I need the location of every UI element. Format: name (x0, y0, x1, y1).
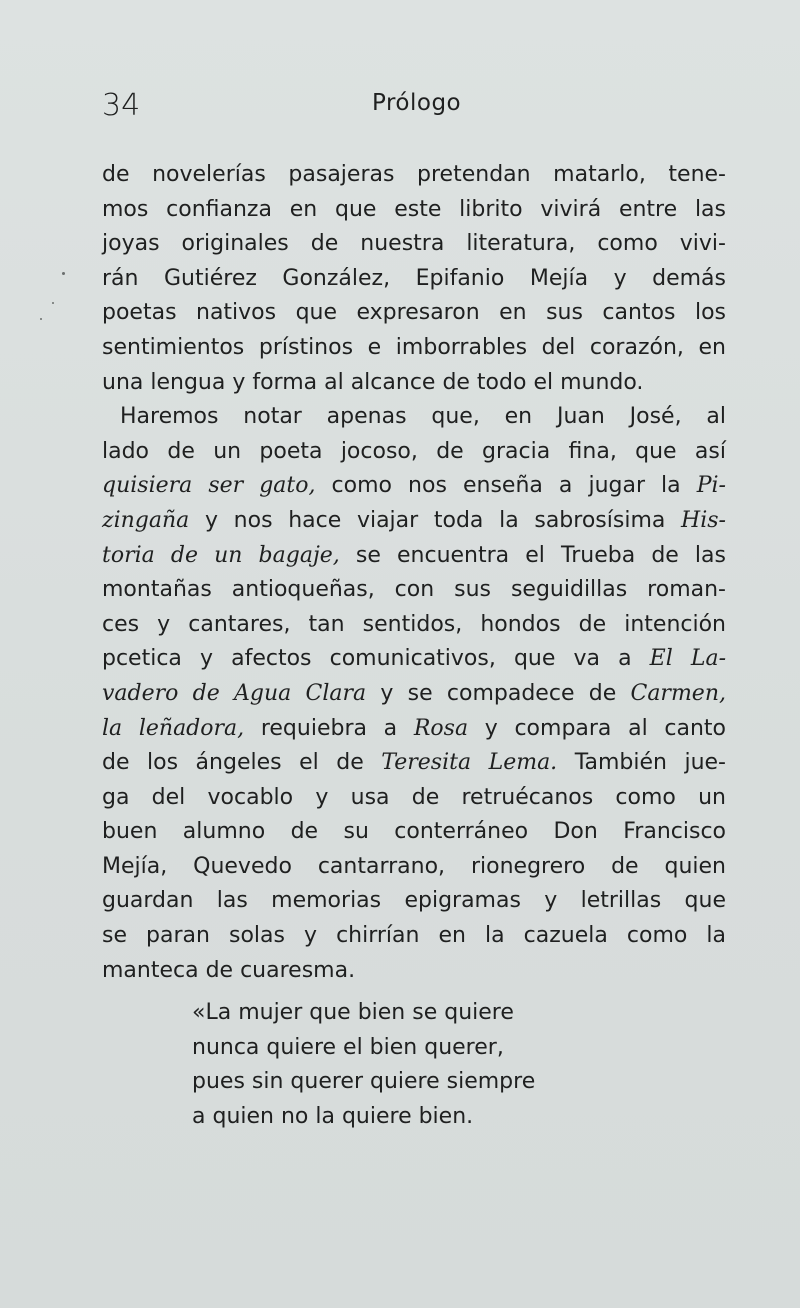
text-line: lado de un poeta jocoso, de gracia fina, que así (102, 438, 726, 464)
italic-title: vadero de Agua Clara (102, 680, 367, 706)
text-line: ga del vocablo y usa de retruécanos como un (102, 784, 726, 810)
paper-speck (62, 272, 65, 275)
page-number: 34 (102, 88, 141, 123)
text-line: buen alumno de su conterráneo Don Francisco (102, 819, 726, 845)
italic-title: El La- (649, 646, 727, 672)
text-line: sentimientos prístinos e imborrables del corazón, en (102, 334, 726, 360)
text-run: de los ángeles el de (102, 750, 382, 776)
body-text (102, 158, 726, 988)
text-line (102, 642, 726, 677)
italic-title: quisiera ser gato, (102, 473, 316, 499)
text-line: ces y cantares, tan sentidos, hondos de intención (102, 611, 726, 637)
verse-line: «La mujer que bien se quiere (192, 1000, 514, 1025)
text-run: se encuentra el Trueba de las (339, 542, 726, 568)
text-line: Mejía, Quevedo cantarrano, rionegrero de quien (102, 853, 726, 879)
text-line: se paran solas y chirrían en la cazuela como la (102, 923, 726, 949)
text-run: y nos hace viajar toda la sabrosísima (189, 507, 682, 533)
italic-title: zingaña (102, 507, 190, 533)
text-line: rán Gutiérez González, Epifanio Mejía y demás (102, 265, 726, 291)
page-header (0, 88, 800, 138)
italic-title: Teresita Lema. (381, 750, 558, 776)
text-line: manteca de cuaresma. (102, 957, 356, 983)
verse-quote (192, 996, 535, 1134)
text-run: pcetica y afectos comunicativos, que va a (102, 646, 650, 672)
text-line (102, 746, 726, 781)
italic-title: toria de un bagaje, (102, 542, 340, 568)
text-line (102, 469, 726, 504)
text-line: poetas nativos que expresaron en sus cantos los (102, 300, 726, 326)
text-line: mos confianza en que este librito vivirá entre las (102, 196, 726, 222)
paper-speck (52, 302, 54, 304)
text-line: de novelerías pasajeras pretendan matarlo, tene- (102, 162, 726, 187)
italic-title: la leñadora, (102, 715, 245, 741)
text-line: montañas antioqueñas, con sus seguidillas roman- (102, 577, 726, 603)
text-run: y compara al canto (468, 715, 726, 741)
text-line: una lengua y forma al alcance de todo el mundo. (102, 369, 644, 395)
verse-line: nunca quiere el bien querer, (192, 1034, 504, 1060)
italic-title: His- (681, 507, 726, 533)
text-line (102, 539, 726, 574)
verse-line: a quien no la quiere bien. (192, 1103, 474, 1129)
text-line (102, 677, 726, 712)
text-run: También jue- (557, 750, 726, 776)
text-line: Haremos notar apenas que, en Juan José, al (120, 404, 726, 430)
text-line: joyas originales de nuestra literatura, como vivi- (102, 231, 726, 257)
running-head: Prólogo (372, 90, 462, 116)
text-line (102, 504, 726, 539)
text-run: requiebra a (244, 715, 414, 741)
text-line (102, 712, 726, 747)
text-line: guardan las memorias epigramas y letrillas que (102, 888, 726, 914)
paper-speck (40, 318, 42, 320)
italic-title: Carmen, (630, 680, 726, 706)
italic-title: Rosa (413, 715, 469, 741)
text-run: como nos enseña a jugar la (315, 473, 697, 499)
text-run: y se compadece de (366, 680, 631, 706)
verse-line: pues sin querer quiere siempre (192, 1069, 536, 1095)
italic-title: Pi- (696, 473, 726, 499)
